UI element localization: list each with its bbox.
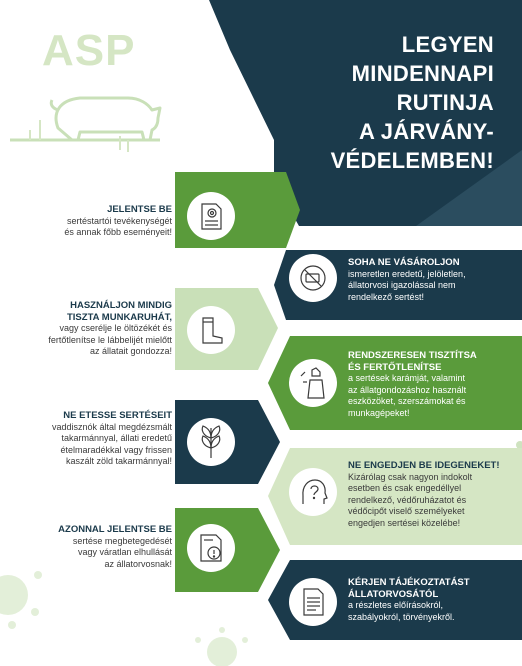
headline-line-2: MINDENNAPI: [351, 61, 494, 86]
tip-line: takarmánnyal, állati eredetű: [61, 433, 172, 443]
tip-line: fertőtlenítse le lábbelijét mielőtt: [48, 334, 172, 345]
tip-title: ÁLLATORVOSÁTÓL: [348, 588, 439, 600]
tip-line: vagy váratlan elhullását: [77, 547, 172, 557]
tip-title: RENDSZERESEN TISZTÍTSA: [348, 350, 477, 361]
tip-line: sertéstartói tevékenységét: [66, 215, 172, 226]
tip-line: eszközöket, szerszámokat és: [348, 396, 466, 406]
headline-line-5: VÉDELEMBEN!: [330, 148, 494, 173]
tip-no-purchase: [348, 257, 518, 303]
tip-line: esetben és csak engedéllyel: [348, 483, 462, 493]
tip-line: és annak főbb eseményeit!: [64, 227, 172, 237]
tip-line: ismeretlen eredetű, jelöletlen,: [348, 268, 466, 279]
tip-title: ÉS FERTŐTLENÍTSE: [348, 361, 442, 373]
tip-line: védőcipőt viselő személyeket: [348, 506, 465, 516]
tip-line: állatorvosi igazolással nem: [348, 280, 456, 290]
headline-line-3: RUTINJA: [396, 90, 494, 115]
tip-title: HASZNÁLJON MINDIG: [70, 300, 172, 311]
tip-line: a sertések karámját, valamint: [348, 373, 466, 383]
tip-report-illness: [10, 524, 172, 570]
tip-title: SOHA NE VÁSÁROLJON: [348, 257, 460, 268]
tip-no-strangers: [348, 460, 520, 529]
tip-title: NE ETESSE SERTÉSEIT: [63, 410, 172, 421]
tip-line: az állatait gondozza!: [89, 346, 172, 356]
tip-line: rendelkező sertést!: [348, 291, 425, 302]
tip-line: a részletes előírásokról,: [348, 600, 444, 610]
tip-report-activity: [20, 204, 172, 239]
tip-feeding: [10, 410, 172, 468]
headline-line-1: LEGYEN: [401, 32, 494, 57]
tip-title: JELENTSE BE: [107, 204, 172, 215]
tip-title: NE ENGEDJEN BE IDEGENEKET!: [348, 460, 500, 471]
virus-decoration-left: [0, 571, 42, 629]
logo-text: ASP: [42, 26, 136, 75]
tip-line: vagy cserélje le öltözékét és: [59, 323, 172, 333]
pig-logo-icon: [10, 98, 160, 140]
tip-title: TISZTA MUNKARUHÁT,: [66, 311, 172, 323]
tip-line: sertése megbetegedését: [72, 535, 172, 546]
tip-line: szabályokról, törvényekről.: [348, 611, 455, 622]
tip-line: engedjen sertései közelébe!: [348, 517, 461, 528]
tip-line: az állatorvosnak!: [104, 558, 172, 569]
headline: [254, 30, 494, 175]
tip-line: ételmaradékkal vagy frissen: [60, 444, 172, 455]
tip-line: munkagépeket!: [348, 407, 410, 418]
headline-line-4: A JÁRVÁNY-: [358, 119, 494, 144]
tip-ask-vet: [348, 577, 518, 623]
tip-disinfect: [348, 350, 518, 419]
tip-title: KÉRJEN TÁJÉKOZTATÁST: [348, 577, 470, 588]
tip-line: rendelkező, védőruházatot és: [348, 494, 467, 505]
tip-line: az állatgondozáshoz használt: [348, 384, 467, 395]
virus-decoration-bottom: [195, 627, 248, 666]
tip-line: Kizárólag csak nagyon indokolt: [348, 471, 473, 482]
tip-line: kaszált zöld takarmánnyal!: [65, 456, 172, 466]
tip-clean-clothes: [10, 300, 172, 358]
tip-title: AZONNAL JELENTSE BE: [58, 524, 172, 535]
tip-line: vaddisznók által megdézsmált: [51, 421, 172, 432]
